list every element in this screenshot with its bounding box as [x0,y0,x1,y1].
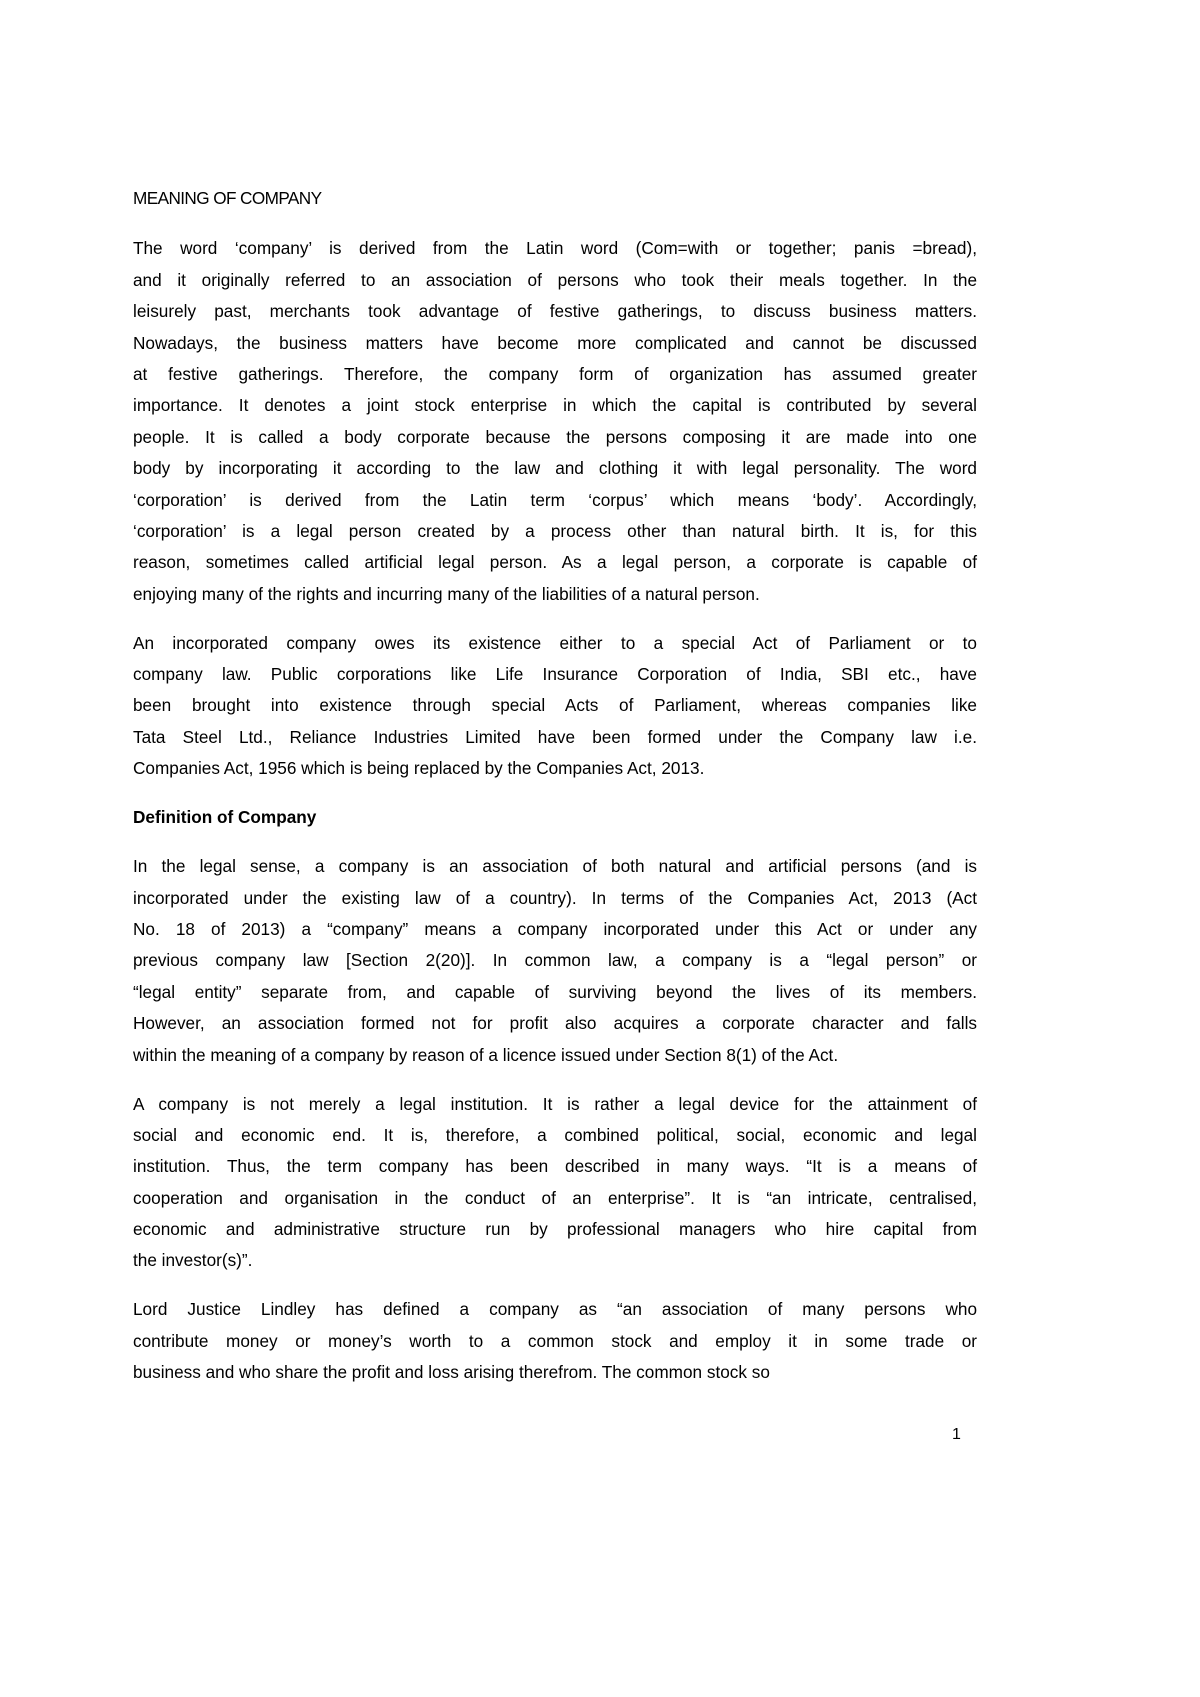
text-line: No. 18 of 2013) a “company” means a company incorporated under this Act or under any [133,918,977,939]
document-title: MEANING OF COMPANY [133,188,322,208]
section-definition [133,851,977,1388]
text-line: and it originally referred to an association of persons who took their meals together. In the [133,269,977,290]
paragraph [133,233,977,610]
paragraph [133,1294,977,1388]
text-line: at festive gatherings. Therefore, the company form of organization has assumed greater [133,363,977,384]
text-line: previous company law [Section 2(20)]. In common law, a company is a “legal person” or [133,950,977,971]
text-line: However, an association formed not for profit also acquires a corporate character and falls [133,1013,977,1034]
text-line: A company is not merely a legal institution. It is rather a legal device for the attainment of [133,1093,977,1114]
text-line: importance. It denotes a joint stock enterprise in which the capital is contributed by several [133,395,977,416]
text-line: been brought into existence through special Acts of Parliament, whereas companies like [133,695,977,716]
text-line: reason, sometimes called artificial legal person. As a legal person, a corporate is capable of [133,552,977,573]
text-line: institution. Thus, the term company has been described in many ways. “It is a means of [133,1156,977,1177]
text-line: incorporated under the existing law of a country). In terms of the Companies Act, 2013 (Act [133,887,977,908]
text-line: company law. Public corporations like Life Insurance Corporation of India, SBI etc., have [133,664,977,685]
section-meaning [133,233,977,784]
paragraph [133,628,977,785]
text-line: people. It is called a body corporate because the persons composing it are made into one [133,426,977,447]
text-line: economic and administrative structure run by professional managers who hire capital from [133,1219,977,1240]
text-line: ‘corporation’ is a legal person created by a process other than natural birth. It is, for this [133,520,977,541]
text-line: In the legal sense, a company is an association of both natural and artificial persons (and is [133,856,977,877]
text-line: ‘corporation’ is derived from the Latin term ‘corpus’ which means ‘body’. Accordingly, [133,489,977,510]
paragraph [133,851,977,1071]
text-line: Lord Justice Lindley has defined a company as “an association of many persons who [133,1299,977,1320]
section-heading: Definition of Company [133,807,317,828]
document-page [133,183,977,1406]
text-line: body by incorporating it according to the law and clothing it with legal personality. The word [133,458,977,479]
text-line: “legal entity” separate from, and capable of surviving beyond the lives of its members. [133,981,977,1002]
paragraph [133,1089,977,1277]
text-line: leisurely past, merchants took advantage of festive gatherings, to discuss business matters. [133,301,977,322]
text-line: social and economic end. It is, therefore, a combined political, social, economic and legal [133,1124,977,1145]
text-line: business and who share the profit and loss arising therefrom. The common stock so [133,1362,770,1383]
text-line: Nowadays, the business matters have become more complicated and cannot be discussed [133,332,977,353]
text-line: An incorporated company owes its existence either to a special Act of Parliament or to [133,632,977,653]
text-line: enjoying many of the rights and incurring many of the liabilities of a natural person. [133,583,760,604]
text-line: within the meaning of a company by reason of a licence issued under Section 8(1) of the Act. [133,1044,839,1065]
text-line: the investor(s)”. [133,1250,253,1271]
text-line: contribute money or money’s worth to a common stock and employ it in some trade or [133,1330,977,1351]
text-line: Tata Steel Ltd., Reliance Industries Limited have been formed under the Company law i.e. [133,726,977,747]
text-line: The word ‘company’ is derived from the Latin word (Com=with or together; panis =bread), [133,238,977,259]
page-number: 1 [952,1426,961,1443]
text-line: Companies Act, 1956 which is being replaced by the Companies Act, 2013. [133,758,705,779]
text-line: cooperation and organisation in the conduct of an enterprise”. It is “an intricate, centralised, [133,1187,977,1208]
